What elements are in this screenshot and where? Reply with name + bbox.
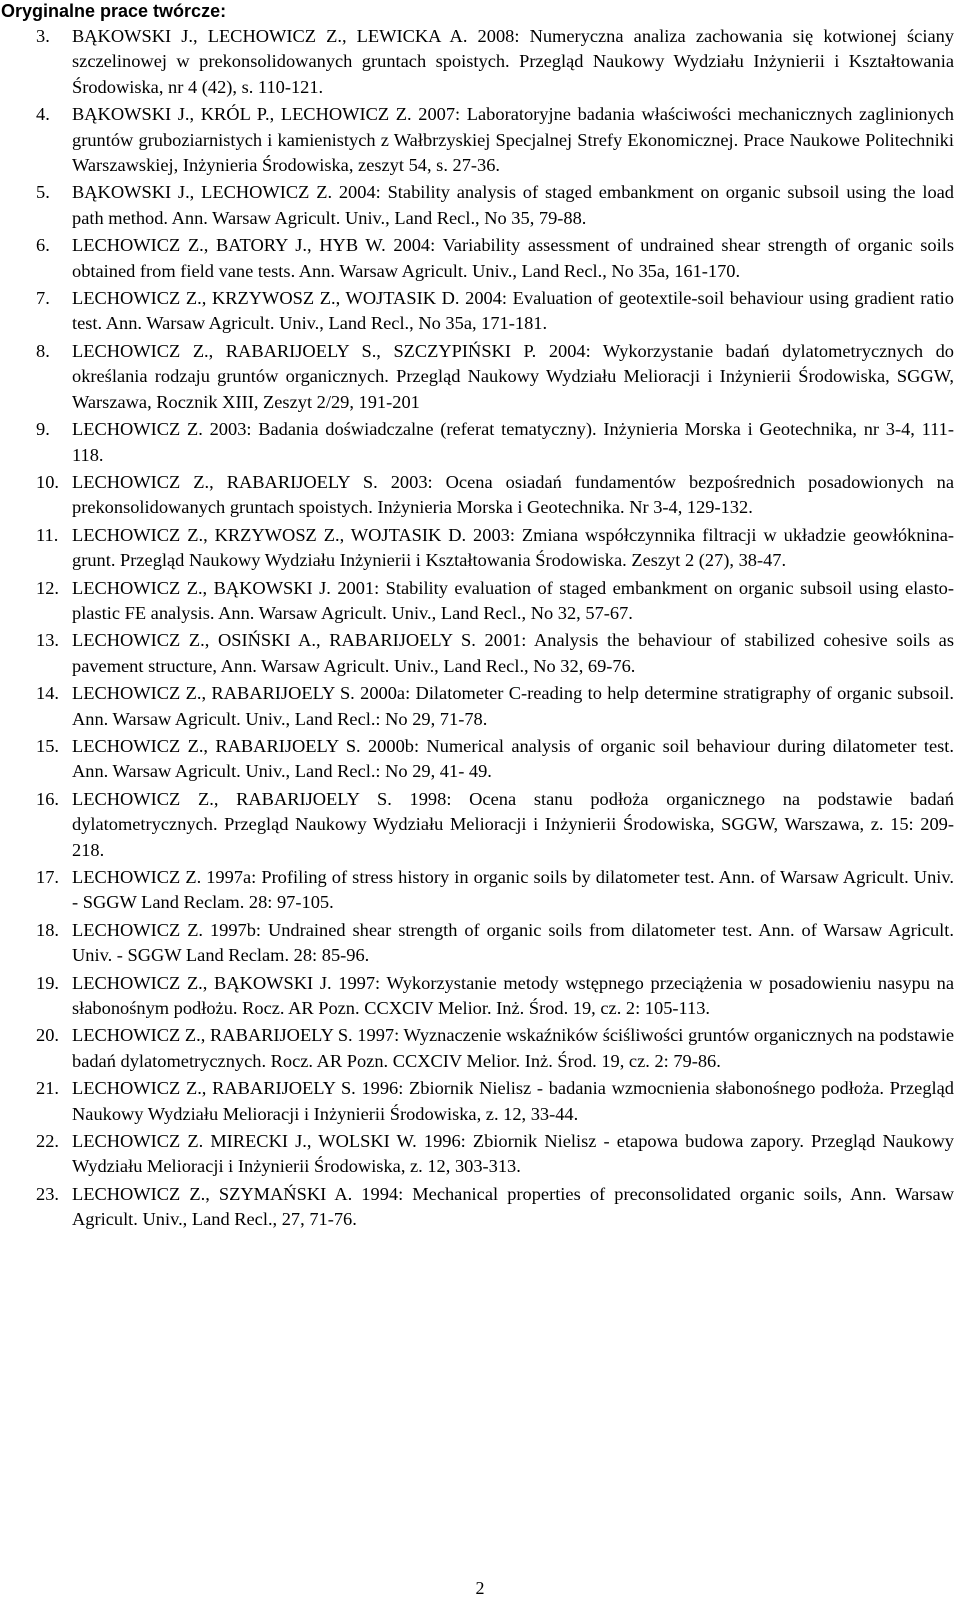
reference-item <box>0 233 954 284</box>
reference-number: 22. <box>36 1131 59 1152</box>
reference-text: BĄKOWSKI J., KRÓL P., LECHOWICZ Z. 2007: Laboratoryjne badania właściwości mechanicznych zaglinionych gruntów gruboziarnistych i kamienistych z Wałbrzyskiej Specjalnej Strefy Ekonomicznej. Prace Naukowe Politechniki Warszawskiej, Inżynieria Środowiska, zeszyt 54, s. 27-36. <box>72 104 954 176</box>
reference-item <box>0 523 954 574</box>
reference-text: LECHOWICZ Z., RABARIJOELY S. 2003: Ocena osiadań fundamentów bezpośrednich posadowionych na prekonsolidowanych gruntach spoistych. Inżynieria Morska i Geotechnika. Nr 3-4, 129-132. <box>72 471 954 518</box>
reference-item <box>0 1076 954 1127</box>
reference-number: 21. <box>36 1078 59 1099</box>
reference-item <box>0 628 954 679</box>
reference-text: LECHOWICZ Z., KRZYWOSZ Z., WOJTASIK D. 2003: Zmiana współczynnika filtracji w układzie geowłóknina-grunt. Przegląd Naukowy Wydziału Inżynierii i Kształtowania Środowiska. Zeszyt 2 (27), 38-47. <box>72 524 954 571</box>
reference-number: 12. <box>36 577 59 598</box>
reference-item <box>0 339 954 415</box>
reference-text: LECHOWICZ Z., RABARIJOELY S. 2000b: Numerical analysis of organic soil behaviour during dilatometer test. Ann. Warsaw Agricult. Univ., Land Recl.: No 29, 41- 49. <box>72 735 954 782</box>
reference-number: 11. <box>36 524 59 545</box>
reference-number: 13. <box>36 630 59 651</box>
reference-number: 17. <box>36 867 59 887</box>
reference-text: LECHOWICZ Z., RABARIJOELY S. 1998: Ocena stanu podłoża organicznego na podstawie badań dylatometrycznych. Przegląd Naukowy Wydziału Melioracji i Inżynierii Środowiska, SGGW, Warszawa, z. 15: 209-218. <box>72 788 954 860</box>
reference-text: BĄKOWSKI J., LECHOWICZ Z. 2004: Stability analysis of staged embankment on organic subsoil using the load path method. Ann. Warsaw Agricult. Univ., Land Recl., No 35, 79-88. <box>72 182 954 228</box>
reference-item <box>0 865 954 916</box>
reference-item <box>0 180 954 231</box>
reference-number: 7. <box>36 288 50 309</box>
reference-item <box>0 102 954 178</box>
reference-text: LECHOWICZ Z., BATORY J., HYB W. 2004: Variability assessment of undrained shear strength of organic soils obtained from field vane tests. Ann. Warsaw Agricult. Univ., Land Recl., No 35a, 161-170. <box>72 235 954 281</box>
reference-number: 23. <box>36 1183 59 1204</box>
reference-number: 18. <box>36 919 59 940</box>
reference-number: 16. <box>36 788 59 809</box>
reference-text: LECHOWICZ Z. 1997a: Profiling of stress history in organic soils by dilatometer test. Ann. of Warsaw Agricult. Univ. - SGGW Land Reclam. 28: 97-105. <box>72 867 954 913</box>
reference-text: LECHOWICZ Z., SZYMAŃSKI A. 1994: Mechanical properties of preconsolidated organic soils, Ann. Warsaw Agricult. Univ., Land Recl., 27, 71-76. <box>72 1183 954 1230</box>
reference-number: 10. <box>36 471 59 492</box>
reference-text: LECHOWICZ Z., RABARIJOELY S. 1996: Zbiornik Nielisz - badania wzmocnienia słabonośnego podłoża. Przegląd Naukowy Wydziału Melioracji i Inżynierii Środowiska, z. 12, 33-44. <box>72 1078 954 1124</box>
section-heading: Oryginalne prace twórcze: <box>1 1 227 21</box>
reference-text: LECHOWICZ Z. 2003: Badania doświadczalne (referat tematyczny). Inżynieria Morska i Geotechnika, nr 3-4, 111-118. <box>72 419 954 465</box>
reference-text: LECHOWICZ Z. MIRECKI J., WOLSKI W. 1996: Zbiornik Nielisz - etapowa budowa zapory. Przegląd Naukowy Wydziału Melioracji i Inżynierii Środowiska, z. 12, 303-313. <box>72 1131 954 1177</box>
reference-item <box>0 971 954 1022</box>
reference-item <box>0 1023 954 1074</box>
reference-text: BĄKOWSKI J., LECHOWICZ Z., LEWICKA A. 2008: Numeryczna analiza zachowania się kotwionej ściany szczelinowej w prekonsolidowanych gruntach spoistych. Przegląd Naukowy Wydziału Inżynierii i Kształtowania Środowiska, nr 4 (42), s. 110-121. <box>72 26 954 97</box>
reference-item <box>0 1129 954 1180</box>
reference-item <box>0 470 954 521</box>
reference-number: 15. <box>36 735 59 756</box>
reference-text: LECHOWICZ Z., BĄKOWSKI J. 2001: Stability evaluation of staged embankment on organic subsoil using elasto-plastic FE analysis. Ann. Warsaw Agricult. Univ., Land Recl., No 32, 57-67. <box>72 577 954 623</box>
reference-text: LECHOWICZ Z., RABARIJOELY S. 2000a: Dilatometer C-reading to help determine stratigraphy of organic subsoil. Ann. Warsaw Agricult. Univ., Land Recl.: No 29, 71-78. <box>72 683 954 729</box>
reference-text: LECHOWICZ Z., KRZYWOSZ Z., WOJTASIK D. 2004: Evaluation of geotextile-soil behaviour using gradient ratio test. Ann. Warsaw Agricult. Univ., Land Recl., No 35a, 171-181. <box>72 288 954 334</box>
reference-item <box>0 286 954 337</box>
reference-item <box>0 734 954 785</box>
reference-item <box>0 417 954 468</box>
reference-number: 8. <box>36 340 50 361</box>
reference-item <box>0 918 954 969</box>
reference-item <box>0 576 954 627</box>
reference-number: 9. <box>36 419 50 440</box>
reference-text: LECHOWICZ Z., RABARIJOELY S. 1997: Wyznaczenie wskaźników ściśliwości gruntów organicznych na podstawie badań dylatometrycznych. Rocz. AR Pozn. CCXCIV Melior. Inż. Środ. 19, cz. 2: 79-86. <box>72 1025 954 1071</box>
reference-number: 14. <box>36 683 59 704</box>
reference-number: 20. <box>36 1025 59 1046</box>
reference-number: 4. <box>36 104 50 125</box>
reference-item <box>0 24 954 100</box>
reference-item <box>0 681 954 732</box>
reference-number: 19. <box>36 972 59 993</box>
reference-item <box>0 1182 954 1233</box>
reference-text: LECHOWICZ Z., RABARIJOELY S., SZCZYPIŃSKI P. 2004: Wykorzystanie badań dylatometrycznych do określania rodzaju gruntów organicznych. Przegląd Naukowy Wydziału Melioracji i Inżynierii Środowiska, SGGW, Warszawa, Rocznik XIII, Zeszyt 2/29, 191-201 <box>72 340 954 412</box>
reference-number: 5. <box>36 182 50 203</box>
page-number: 2 <box>475 1578 485 1598</box>
reference-item <box>0 787 954 863</box>
reference-text: LECHOWICZ Z., BĄKOWSKI J. 1997: Wykorzystanie metody wstępnego przeciążenia w posadowieniu nasypu na słabonośnym podłożu. Rocz. AR Pozn. CCXCIV Melior. Inż. Środ. 19, cz. 2: 105-113. <box>72 972 954 1019</box>
reference-text: LECHOWICZ Z. 1997b: Undrained shear strength of organic soils from dilatometer test. Ann. of Warsaw Agricult. Univ. - SGGW Land Reclam. 28: 85-96. <box>72 919 954 966</box>
reference-list <box>0 24 960 1235</box>
reference-number: 3. <box>36 26 50 46</box>
reference-number: 6. <box>36 235 50 256</box>
reference-text: LECHOWICZ Z., OSIŃSKI A., RABARIJOELY S. 2001: Analysis the behaviour of stabilized cohesive soils as pavement structure, Ann. Warsaw Agricult. Univ., Land Recl., No 32, 69-76. <box>72 630 954 676</box>
